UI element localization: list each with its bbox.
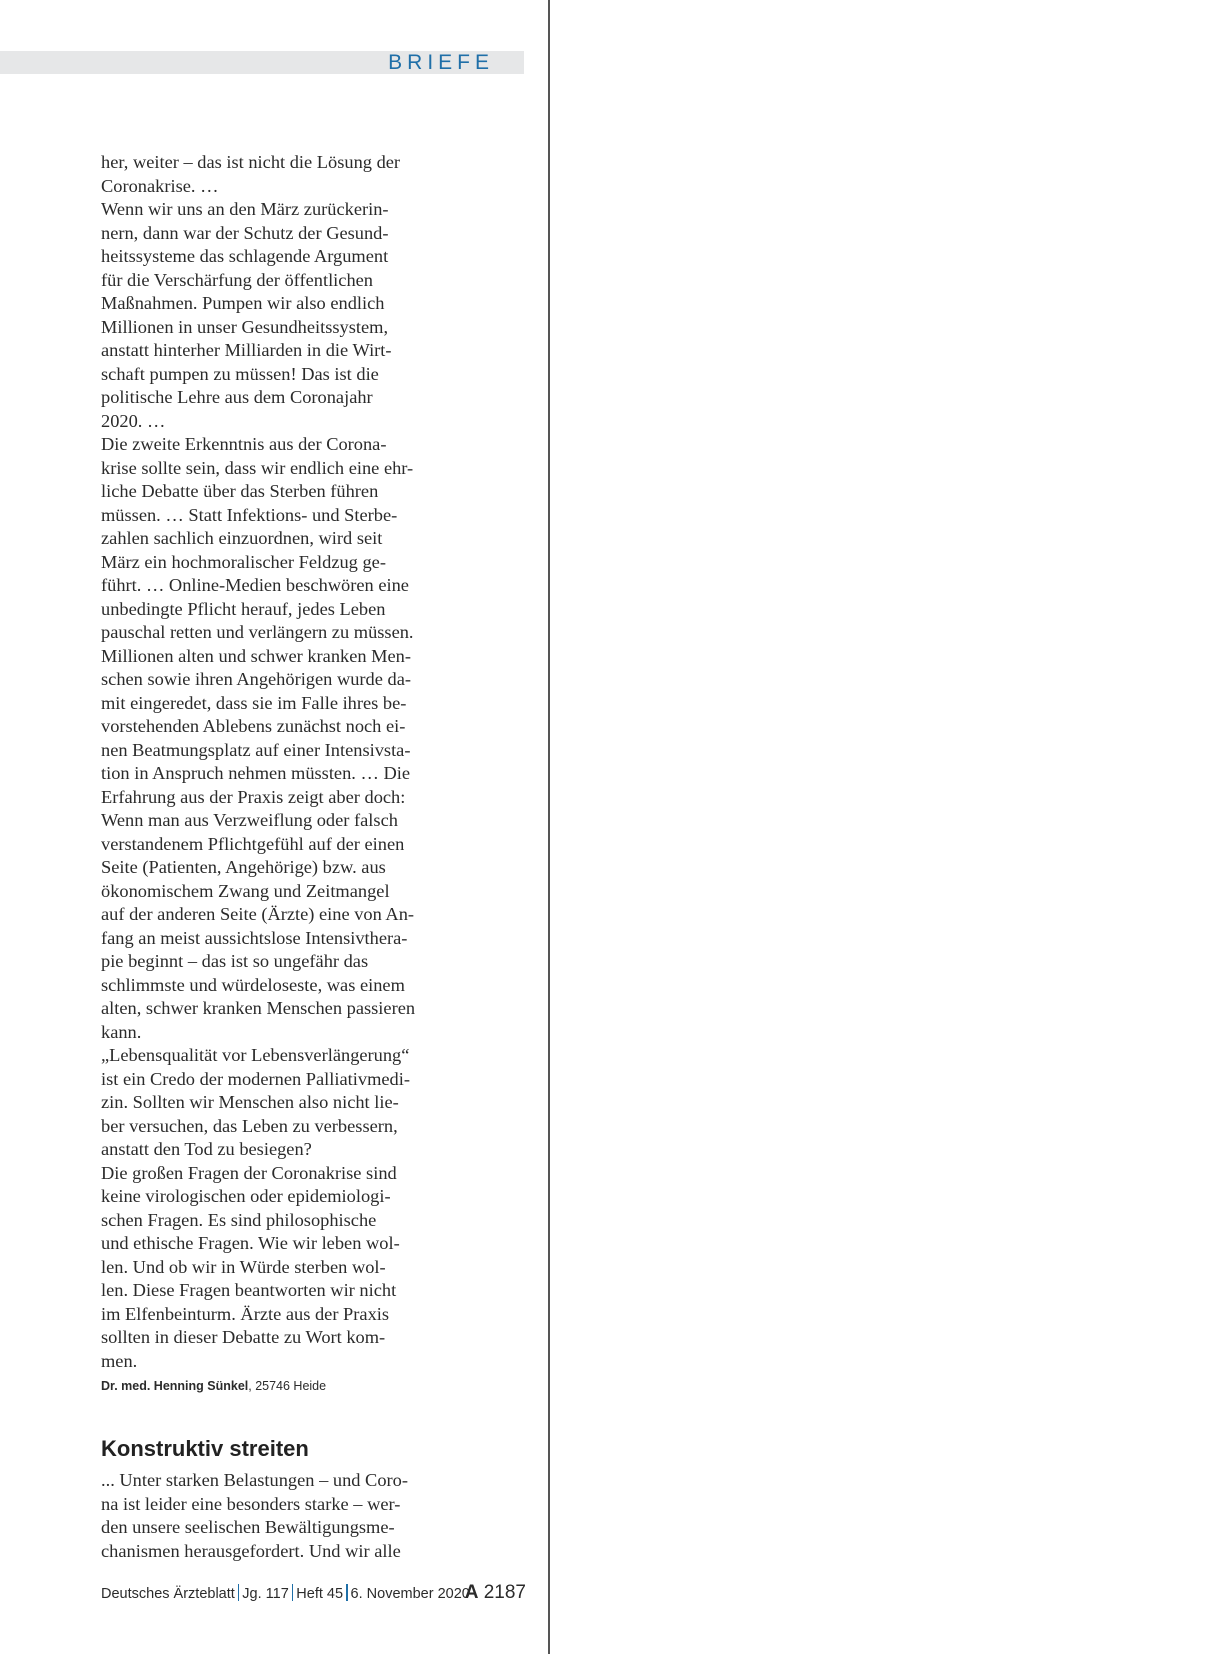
letter-paragraph: ... Unter starken Belastungen – und Coro- na ist leider eine besonders starke – wer- den unsere seelischen Bewältigungsme- chanismen herausgefordert. Und wir alle: [101, 1470, 408, 1561]
footer-separator: [238, 1584, 240, 1601]
author-location: , 25746 Heide: [248, 1379, 327, 1393]
page-number: [465, 1582, 526, 1604]
footer-journal: Deutsches Ärzteblatt: [101, 1586, 235, 1602]
footer-date: 6. November 2020: [350, 1586, 470, 1602]
footer-citation: [101, 1584, 470, 1603]
author-name: Dr. med. Henning Sünkel: [101, 1379, 249, 1393]
letter-heading: Konstruktiv streiten: [101, 1436, 309, 1461]
section-header-bar: [0, 51, 524, 74]
page-prefix: A: [464, 1582, 479, 1603]
letter-signature: [101, 1378, 431, 1394]
page-divider-line: [548, 0, 550, 1654]
letter-paragraph: her, weiter – das ist nicht die Lösung der Coronakrise. …: [101, 152, 401, 196]
footer-separator: [292, 1584, 294, 1601]
footer-separator: [346, 1584, 348, 1601]
footer-issue: Heft 45: [296, 1586, 344, 1602]
letter-paragraph: Die großen Fragen der Coronakrise sind keine virologischen oder epidemiologi- schen Fragen. Es sind philosophische und ethische Fragen. Wie wir leben wol- len. Und ob wir in Würde sterben wol- len. Diese Fragen beantworten wir nicht im Elfenbeinturm. Ärzte aus der Praxis sollten in dieser Debatte zu Wort kom- men.: [101, 1162, 400, 1371]
page-number-value: 2187: [483, 1582, 526, 1603]
footer-volume: Jg. 117: [242, 1586, 289, 1602]
section-title: BRIEFE: [388, 51, 494, 74]
letter-paragraph: „Lebensqualität vor Lebensverlängerung“ ist ein Credo der modernen Palliativmedi- zin. Sollten wir Menschen also nicht lie- ber versuchen, das Leben zu verbessern, anstatt den Tod zu besiegen?: [101, 1045, 410, 1159]
letter-paragraph: Die zweite Erkenntnis aus der Corona- krise sollte sein, dass wir endlich eine ehr- liche Debatte über das Sterben führen müssen. … Statt Infektions- und Sterbe- zahlen sachlich einzuordnen, wird seit März ein hochmoralischer Feldzug ge- führt. … Online-Medien beschwören eine unbedingte Pflicht herauf, jedes Leben pauschal retten und verlängern zu müssen. Millionen alten und schwer kranken Men- schen sowie ihren Angehörigen wurde da- mit eingeredet, dass sie im Falle ihres be- vorstehenden Ablebens zunächst noch ei- nen Beatmungsplatz auf einer Intensivsta- tion in Anspruch nehmen müssten. … Die Erfahrung aus der Praxis zeigt aber doch: Wenn man aus Verzweiflung oder falsch verstandenem Pflichtgefühl auf der einen Seite (Patienten, Angehörige) bzw. aus ökonomischem Zwang und Zeitmangel auf der anderen Seite (Ärzte) eine von An- fang an meist aussichtslose Intensivthera- pie beginnt – das ist so ungefähr das schlimmste und würdeloseste, was einem alten, schwer kranken Menschen passieren kann.: [101, 434, 416, 1042]
letter-paragraph: Wenn wir uns an den März zurückerin- nern, dann war der Schutz der Gesund- heitssysteme das schlagende Argument für die Verschärfung der öffentlichen Maßnahmen. Pumpen wir also endlich Millionen in unser Gesundheitssystem, anstatt hinterher Milliarden in die Wirt- schaft pumpen zu müssen! Das ist die politische Lehre aus dem Coronajahr 2020. …: [101, 199, 392, 431]
article-column: [101, 151, 431, 1563]
